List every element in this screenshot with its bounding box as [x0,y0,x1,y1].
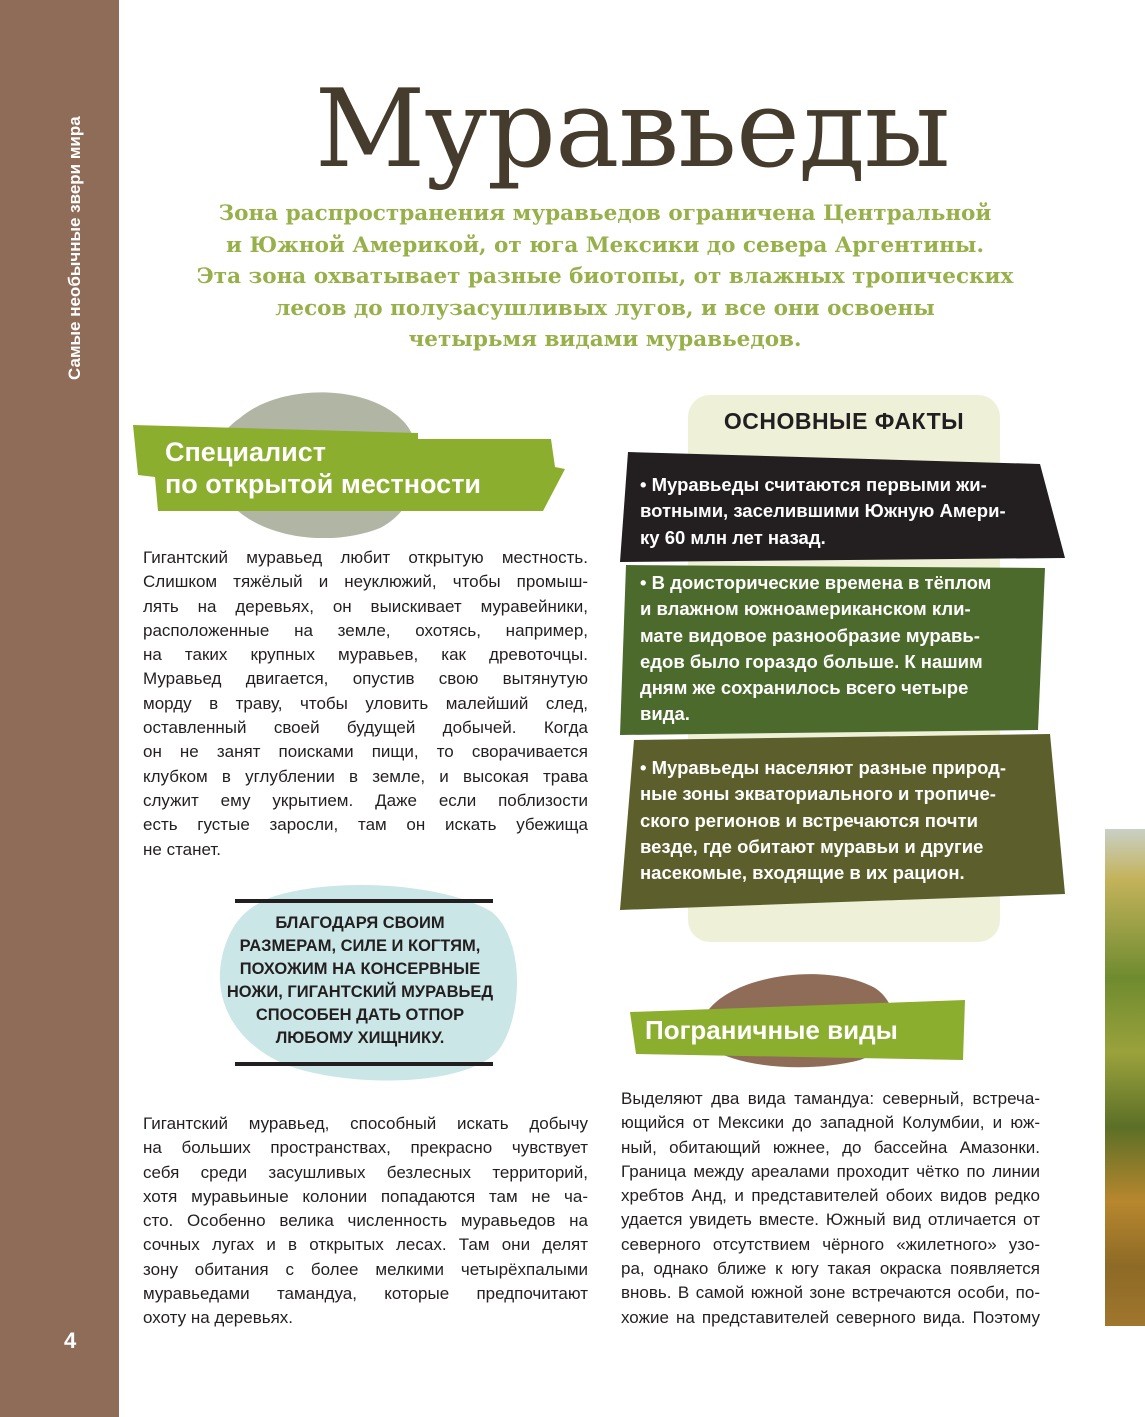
text-line: Слишком тяжёлый и неуклюжий, чтобы промыш- [143,572,588,592]
fact-line: вотными, заселившими Южную Амери- [640,500,1006,522]
text-line: северного отсутствием чёрного «жилетного» узо- [621,1234,1040,1254]
text-line: муравьедами тамандуа, которые предпочитают [143,1284,588,1304]
text-line: на таких крупных муравьев, как древоточцы. [143,645,588,665]
text-line: оставленный своей будущей добычей. Когда [143,718,588,738]
text-line: клубком в углублении в земле, и высокая трава [143,766,588,786]
fact-line: ку 60 млн лет назад. [640,526,826,548]
callout-top-rule [235,899,493,903]
text-line: ра, однако ближе к югу такая окраска появляется [621,1259,1040,1279]
fact-line: • Муравьеды населяют разные природ- [640,757,1007,778]
fact-2-text [640,570,1050,728]
fact-line: везде, где обитают муравьи и другие [640,835,984,857]
fact-line: насекомые, входящие в их рацион. [640,862,965,884]
intro-line: и Южной Америкой, от юга Мексики до севера Аргентины. [226,232,984,258]
text-line: есть густые заросли, там он искать убежища [143,815,588,835]
section1-paragraph2 [143,1112,588,1331]
text-line: ный, обитающий южнее, до бассейна Амазонки. [621,1137,1040,1157]
sidebar-strip [0,0,119,1417]
text-line: лять на деревьях, он выискивает муравейники, [143,596,588,616]
fact-line: и влажном южноамериканском кли- [640,598,971,620]
callout-line-text: БЛАГОДАРЯ СВОИМ [275,914,445,932]
text-line: вновь. В самой южной зоне встречаются особи, по- [621,1283,1040,1303]
text-line: Муравьед двигается, опустив свою вытянутую [143,669,588,689]
callout-line-text: СПОСОБЕН ДАТЬ ОТПОР [255,1006,465,1024]
text-line: хотя муравьиные колонии попадаются там не ча- [143,1186,588,1206]
fact-line: мате видовое разнообразие муравь- [640,624,980,646]
page-number: 4 [64,1328,77,1353]
section1-heading [165,436,481,500]
text-line: Гигантский муравьед, способный искать добычу [143,1114,588,1133]
section1-heading-line: по открытой местности [165,469,482,499]
text-line: зону обитания с более мелкими четырёхпалыми [143,1259,588,1279]
text-line: хожие на представителей северного вида. Поэтому [621,1307,1040,1327]
section1-paragraph1 [143,546,588,862]
fact-1-text [640,472,1050,551]
intro-line: лесов до полузасушливых лугов, и все они освоены [275,295,935,321]
fact-line: ные зоны экваториального и тропиче- [640,783,996,805]
text-line: Граница между ареалами проходит чётко по линии [621,1161,1040,1181]
callout-line-text: РАЗМЕРАМ, СИЛЕ И КОГТЯМ, [239,937,481,955]
fact-line: дням же сохранилось всего четыре [640,677,969,699]
text-line: сочных лугах и в открытых лесах. Там они делят [143,1235,588,1255]
intro-line: Зона распространения муравьедов ограничена Центральной [218,201,992,226]
section2-paragraph [621,1087,1040,1330]
text-line: он не занят поисками пищи, то сворачивается [143,742,588,762]
text-line: сто. Особенно велика численность муравьедов на [143,1211,588,1231]
fact-line: ского регионов и встречаются почти [640,809,978,831]
text-line: морду в траву, чтобы уловить малейший след, [143,693,588,713]
fact-line: • Муравьеды считаются первыми жи- [640,474,987,495]
fact-3-text [640,755,1050,886]
intro-line: Эта зона охватывает разные биотопы, от влажных тропических [196,264,1014,289]
intro-paragraph [180,198,1030,356]
fact-line: едов было гораздо больше. К нашим [640,650,983,672]
key-facts-heading: ОСНОВНЫЕ ФАКТЫ [723,408,965,434]
callout-line-text: ЛЮБОМУ ХИЩНИКУ. [275,1029,445,1047]
text-line: хребтов Анд, и представителей обоих видов редко [621,1186,1040,1206]
text-line: ющийся от Мексики до западной Колумбии, и юж- [621,1113,1040,1133]
text-line: Выделяют два вида тамандуа: северный, встреча- [621,1089,1040,1108]
section1-heading-line: Специалист [165,437,327,467]
text-line: расположенные на земле, охотясь, например, [143,620,588,640]
callout-line-text: ПОХОЖИМ НА КОНСЕРВНЫЕ [239,960,481,978]
intro-line: четырьмя видами муравьедов. [408,327,802,352]
callout-bottom-rule [235,1062,493,1066]
callout-quote [205,912,515,1050]
grassland-photo-edge [1105,829,1145,1326]
text-line: служит ему укрытием. Даже если поблизости [143,790,588,810]
fact-line: • В доисторические времена в тёплом [640,572,992,593]
text-line: удается увидеть вместе. Южный вид отличается от [621,1210,1040,1230]
text-line: не станет. [143,839,222,859]
text-line: на больших пространствах, прекрасно чувствует [143,1138,588,1158]
text-line: охоту на деревьях. [143,1308,294,1328]
text-line: Гигантский муравьед любит открытую местность. [143,548,588,567]
section2-heading: Пограничные виды [645,1015,898,1045]
callout-line-text: НОЖИ, ГИГАНТСКИЙ МУРАВЬЕД [226,983,494,1001]
fact-line: вида. [640,703,690,725]
text-line: себя среди засушливых безлесных территорий, [143,1162,588,1182]
running-head: Самые необычные звери мира [65,116,84,380]
page-title: Муравьеды [314,67,950,192]
